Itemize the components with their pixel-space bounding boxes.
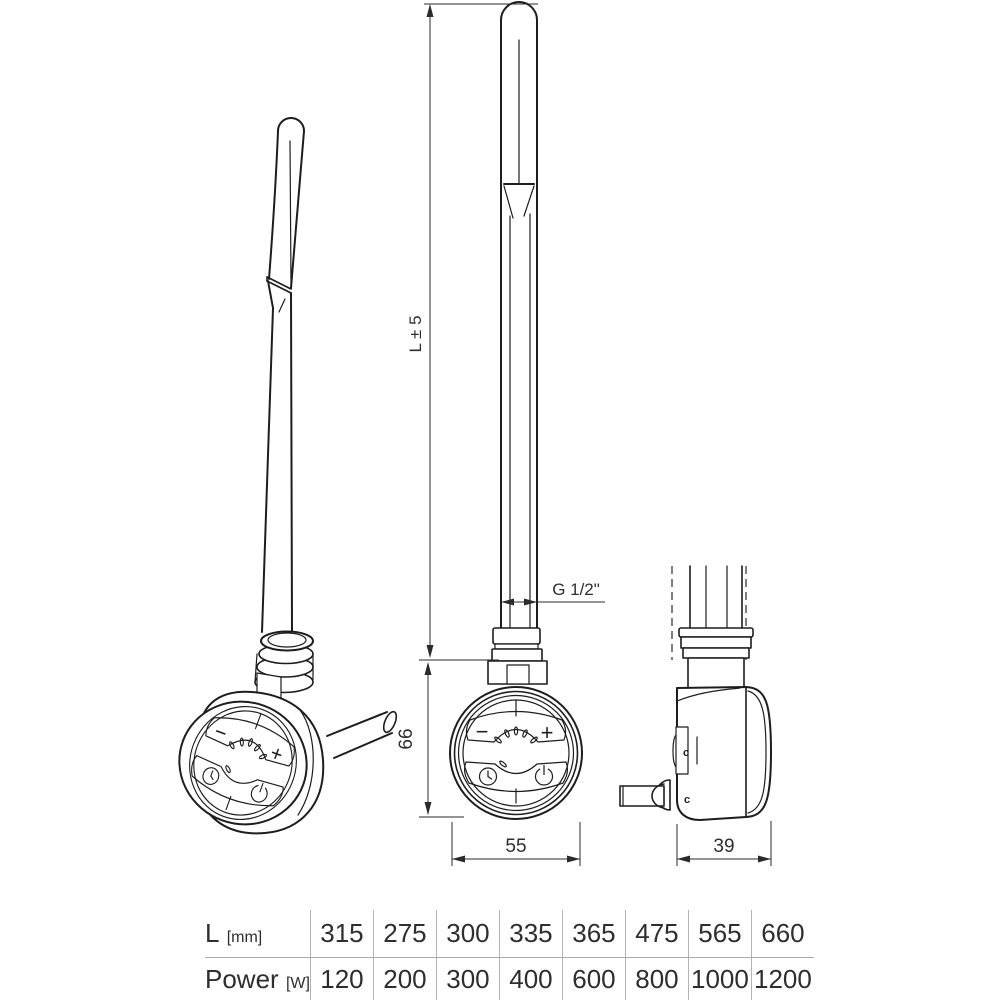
collar-perspective — [255, 632, 313, 699]
rod — [278, 118, 304, 131]
row-label: Power — [205, 963, 279, 994]
table-cell: 120 — [310, 958, 373, 1000]
dimension-thread-label: G 1/2" — [552, 580, 600, 599]
table-cell: 565 — [688, 910, 751, 958]
figure-side-view — [620, 566, 771, 820]
table-cell: 300 — [436, 958, 499, 1000]
dimension-body-depth-label: 39 — [713, 836, 735, 857]
row-unit: [mm] — [226, 929, 263, 946]
table-cell: 800 — [625, 958, 688, 1000]
table-cell: 200 — [373, 958, 436, 1000]
table-row-power — [205, 958, 814, 1000]
side-mark-top: c — [682, 747, 690, 759]
table-cell: 365 — [562, 910, 625, 958]
dimension-length-label: L ± 5 — [406, 315, 425, 353]
tube-side — [690, 566, 742, 628]
dimension-head-width-label: 55 — [505, 836, 527, 857]
cable-outlet — [327, 710, 399, 758]
row-unit: [W] — [285, 974, 310, 992]
side-mark-bottom: c — [683, 794, 691, 806]
spec-table — [205, 910, 814, 1000]
figure-perspective-view — [162, 118, 399, 842]
table-row-length — [205, 910, 814, 958]
table-cell: 660 — [751, 910, 814, 958]
cable-side — [620, 780, 670, 810]
dimension-head-width — [452, 822, 580, 866]
table-cell: 335 — [499, 910, 562, 958]
table-cell: 600 — [562, 958, 625, 1000]
collar-notch-front — [507, 665, 529, 684]
table-cell: 275 — [373, 910, 436, 958]
table-cell: 475 — [625, 910, 688, 958]
row-header-length — [205, 910, 310, 958]
figure-front-view — [450, 2, 582, 819]
row-header-power — [205, 958, 310, 1000]
table-cell: 1200 — [751, 958, 814, 1000]
rod-kink — [267, 277, 291, 312]
collar-front — [488, 628, 547, 684]
table-cell: 300 — [436, 910, 499, 958]
table-cell: 400 — [499, 958, 562, 1000]
heating-tube — [501, 2, 537, 628]
table-cell: 1000 — [688, 958, 751, 1000]
dimension-thread — [501, 580, 605, 606]
collar-side — [679, 628, 753, 688]
table-cell: 315 — [310, 910, 373, 958]
dimension-body-depth — [677, 821, 771, 866]
dimension-length — [406, 4, 538, 660]
row-label: L — [205, 918, 220, 948]
dimension-head-height-label: 66 — [396, 728, 417, 750]
body-profile — [673, 687, 771, 820]
